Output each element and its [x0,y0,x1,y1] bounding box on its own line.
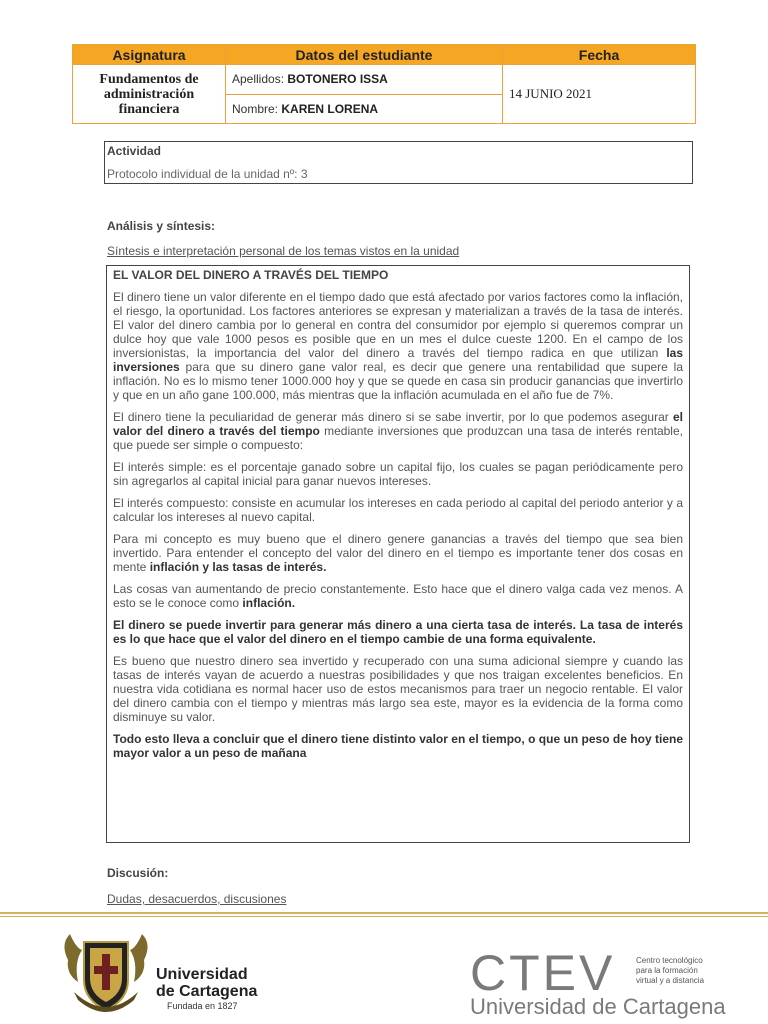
activity-box [104,141,693,184]
founded-text: Fundada en 1827 [167,1001,238,1011]
university-name: Universidad de Cartagena [156,966,258,1000]
essay-box [106,265,690,843]
university-crest-logo [60,930,152,1020]
ctev-logo: CTEV [470,945,616,1001]
essay-paragraph-1: El dinero tiene un valor diferente en el tiempo dado que está afectado por varios factores como la inflación, el riesgo, la oportunidad. Los factores anteriores se expresan y materializan a través de la tasa de interés. El valor del dinero cambia por lo general en contra del consumidor por ejemplo si queremos comprar un dulce hoy que vale 1000 pesos es posible que en un mes el dulce cueste 1200. En el campo de los inversionistas, la importancia del valor del dinero a través del tiempo radica en que utilizan las inversiones para que su dinero gane valor real, es decir que genere una rentabilidad que supere la inflación. No es lo mismo tener 1000.000 hoy y que se quede en casa sin producir ganancias que invertirlo y que en un año gane 100.000, más mientras que la inflación acumulada en el año fue de 7%. [113,290,683,402]
essay-title: EL VALOR DEL DINERO A TRAVÉS DEL TIEMPO [113,268,389,282]
essay-paragraph-5: Para mi concepto es muy bueno que el dinero genere ganancias a través del tiempo que sea bien invertido. Para entender el concepto del valor del dinero en el tiempo es importante tener dos cosas en mente inflación y las tasas de interés. [113,532,683,574]
activity-title: Actividad [107,144,162,158]
essay-paragraph-3: El interés simple: es el porcentaje ganado sobre un capital fijo, los cuales se pagan periódicamente pero sin agregarlos al capital inicial para ganar nuevos intereses. [113,460,683,488]
name-field [226,94,503,124]
activity-subtitle: Protocolo individual de la unidad nº: 3 [107,167,308,181]
name-label: Nombre: [232,101,279,116]
essay-paragraph-8: Es bueno que nuestro dinero sea invertido y recuperado con una suma adicional siempre y cuando las tasas de interés vayan de acuerdo a nuestras posibilidades y que nos traigan excelentes beneficios. En nuestra vida cotidiana es normal hacer uso de estos mecanismos para traer un negocio rentable. El valor del dinero cambia con el tiempo y mientras más largo sea este, mayor es la evidencia de la forma como disminuye su valor. [113,654,683,724]
col-date: Fecha [503,45,696,65]
essay-paragraph-9: Todo esto lleva a concluir que el dinero tiene distinto valor en el tiempo, o que un peso de hoy tiene mayor valor a un peso de mañana [113,732,683,760]
name-value: KAREN LORENA [281,101,379,116]
ctev-university-name: Universidad de Cartagena [470,994,726,1019]
analysis-link[interactable]: Síntesis e interpretación personal de los temas vistos en la unidad [107,244,460,258]
date-value: 14 JUNIO 2021 [503,65,696,124]
surname-field [226,65,503,95]
footer-rule-thin [0,916,768,917]
surname-label: Apellidos: [232,72,285,87]
essay-paragraph-4: El interés compuesto: consiste en acumular los intereses en cada periodo al capital del periodo anterior y a calcular los intereses al nuevo capital. [113,496,683,524]
header-table [72,44,696,124]
discussion-link[interactable]: Dudas, desacuerdos, discusiones [107,892,287,906]
essay-paragraph-7: El dinero se puede invertir para generar más dinero a una cierta tasa de interés. La tasa de interés es lo que hace que el valor del dinero en el tiempo cambie de una forma equivalente. [113,618,683,646]
col-subject: Asignatura [73,45,226,65]
ctev-description: Centro tecnológico para la formación virtual y a distancia [636,956,705,985]
surname-value: BOTONERO ISSA [287,72,388,87]
essay-paragraph-6: Las cosas van aumentando de precio constantemente. Esto hace que el dinero valga cada vez menos. A esto se le conoce como inflación. [113,582,683,610]
col-student: Datos del estudiante [226,45,503,65]
discussion-label: Discusión: [107,866,169,880]
footer-rule [0,912,768,914]
subject-value: Fundamentos de administración financiera [73,65,226,124]
essay-paragraph-2: El dinero tiene la peculiaridad de generar más dinero si se sabe invertir, por lo que podemos asegurar el valor del dinero a través del tiempo mediante inversiones que produzcan una tasa de interés rentable, que puede ser simple o compuesto: [113,410,683,452]
analysis-label: Análisis y síntesis: [107,219,216,233]
